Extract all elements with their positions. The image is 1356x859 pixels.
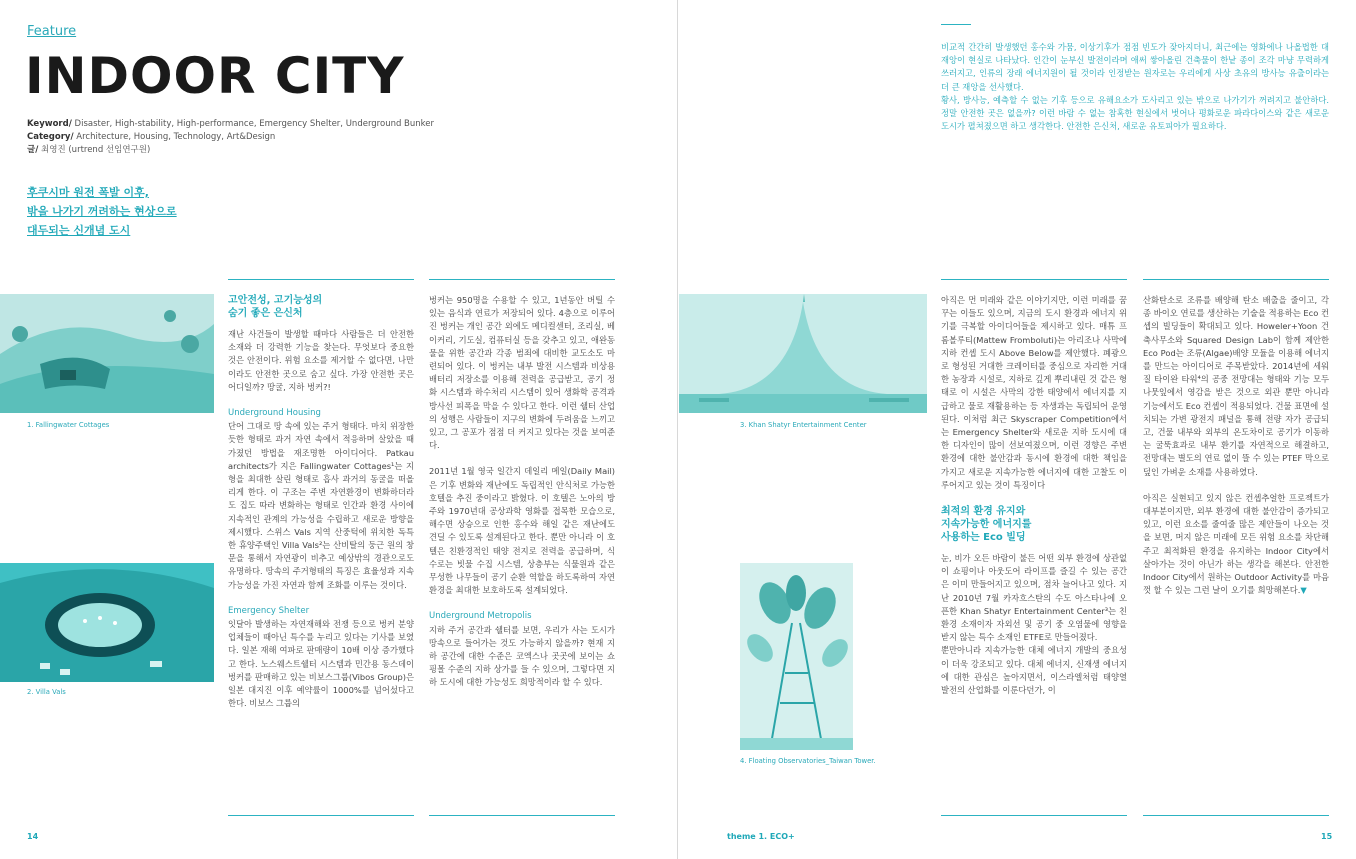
- lead-line-2: 밖을 나가기 꺼려하는 현상으로: [27, 205, 177, 218]
- intro-paragraph-2: 황사, 방사능, 예측할 수 없는 기후 등으로 유해요소가 도사리고 있는 밖으로 나가기가 꺼려지고 불안하다. 정말 안전한 곳은 없을까? 이런 바람 수 없는 참혹한 현실에서 벗어나 평화로운 파라다이스와 같은 새로운 도시가 펼쳐졌으면 하고 생각한다. 안전한 은신처, 새로운 유토피아가 필요하다.: [941, 94, 1329, 132]
- section-heading-1a: 고안전성, 고기능성의: [228, 295, 323, 306]
- paragraph: 단어 그대로 땅 속에 있는 주거 형태다. 마치 위장한 듯한 형태로 과거 자연 속에서 적응하며 살았을 때 가졌던 방법을 재조명한 아이디어다. Patkau architects가 지은 Fallingwater Cottages¹는 지형을 최대한 살린 형태로 흡사 과거의 동굴을 떠올리게 한다. 이 구조는 주변 자연환경이 변화하더라도 집도 따라 변화하는 형태로 인간과 환경 사이에 지속적인 관계의 가능성을 수립하고 새로운 방향을 제시했다. 스위스 Vals 지역 산중턱에 위치한 독특한 휴양주택인 Villa Vals²는 산비탈의 둥근 원의 창문을 통해서 자연광이 비추고 예상밖의 경관으로도 유명하다. 땅속의 주거형태의 특징은 효율성과 지속가능성을 가진 자연과 함께 조화를 이루는 것이다.: [228, 421, 414, 590]
- paragraph: 2011년 1월 영국 일간지 데일리 메일(Daily Mail)은 기후 변화와 재난에도 독립적인 안식처로 가능한 호텔을 추진 중이라고 밝혔다. 이 호텔은 노아의 방주와 1970년대 공상과학 영화를 접목한 모습으로, 해수면 상승으로 인한 홍수와 해일 같은 재난에도 견딜 수 있도록 설계된다고 한다. 뿐만 아니라 이 호텔은 친환경적인 태양 전지로 전력을 공급하며, 식수로는 빗물 수집 시스템, 상층부는 식물원과 같은 무성한 나무들이 공기 순환 역할을 하도록하여 자연환경을 최대한 보호하도록 설계되었다.: [429, 466, 615, 596]
- paragraph: 재난 사건들이 발생할 때마다 사람들은 더 안전한 소재와 더 강력한 기능을 찾는다. 무엇보다 중요한 것은 안전이다. 위험 요소를 제거할 수 없다면, 나만이라도 안전한 곳으로 숨고 싶다. 가장 안전한 곳은 어디일까? 땅굴, 지하 벙커?!: [228, 329, 414, 392]
- column-rule: [941, 815, 1127, 816]
- column-4: [1143, 294, 1329, 597]
- column-1: [228, 294, 414, 710]
- author-value: 최영진 (urtrend 선임연구원): [41, 145, 151, 155]
- column-rule: [228, 279, 414, 280]
- paragraph: 벙커는 950명을 수용할 수 있고, 1년동안 버틸 수 있는 음식과 연료가 저장되어 있다. 4층으로 이루어진 벙커는 개인 공간 외에도 메디컬센터, 조리실, 베이커리, 기도실, 컴퓨터실 등을 갖추고 있고, 애완동물을 위한 공간과 각종 범죄에 대비한 교도소도 마련되어 있다. 이 벙커는 내부 발전 시스템과 비상용 배터리 저장소를 이용해 전력을 공급받고, 공기 정화 시스템과 하수처리 시스템이 있어 생화학 공격과 방사선 피폭을 막을 수 있다고 한다. 이런 쉘터 산업의 성행은 사람들이 지구의 변화에 두려움을 느끼고 있고, 그 공포가 점점 더 커지고 있다는 것을 보여준다.: [429, 295, 615, 451]
- paragraph: 지하 주거 공간과 쉘터를 보면, 우리가 사는 도시가 땅속으로 들어가는 것도 가능하지 않을까? 현재 지하 공간에 대한 수준은 코엑스나 곳곳에 보이는 쇼핑몰 수준의 지하 상가를 들 수 있으며, 그렇다면 지하 도시에 대한 가능성도 희망적이라 할 수 있다.: [429, 624, 615, 688]
- column-rule: [1143, 815, 1329, 816]
- lead-line-1: 후쿠시마 원전 폭발 이후,: [27, 186, 149, 199]
- intro-paragraph-1: 비교적 간간히 발생했던 홍수와 가뭄, 이상기후가 점점 빈도가 잦아지더니, 최근에는 영화에나 나올법한 대재앙이 현실로 나타났다. 인간이 눈부신 발전이라며 애써 쌓아올린 건축물이 한낱 종이 조각 마냥 무력하게 쓰러지고, 인류의 장래 에너지원이 될 것이라 인정받는 원자로는 우리에게 사상 초유의 방사능 유출이라는 더 큰 재앙을 선사했다.: [941, 42, 1329, 92]
- taiwan-tower-illustration: [740, 563, 853, 750]
- end-mark-icon: ▼: [1300, 585, 1307, 596]
- column-rule: [429, 815, 615, 816]
- page-gutter: [677, 0, 678, 859]
- paragraph: 산화탄소로 조류를 배양해 탄소 배출을 줄이고, 각종 바이오 연료를 생산하는 기술을 적용하는 Eco 컨셉의 빌딩들이 확대되고 있다. Howeler+Yoon 건축사무소와 Squared Design Lab이 함께 제안한 Eco Pod는 조류(Algae)배양 모듈을 이용해 에너지를 만드는 아이디어로 주목받았다. 2014년에 세워질 타이완 타워⁴의 공중 전망대는 형태와 기능 모두 나뭇잎에서 영감을 받은 것으로 외관 뿐만 아니라 기능에서도 Eco 컨셉이 적용되었다. 건물 표면에 설치되는 가변 광전지 패널을 통해 전량 자가 공급되고, 건물 내부와 외부의 온도차이로 공기가 이동하는 굴뚝효과로 내부 환기를 자연적으로 해결하고, 전망대는 별도의 연료 없이 뜰 수 있는 PTEF 막으로 덮인 가벼운 소재를 사용하였다.: [1143, 295, 1329, 477]
- section-heading-1b: 숨기 좋은 은신처: [228, 308, 303, 319]
- caption-1: 1. Fallingwater Cottages: [27, 421, 110, 429]
- footer-theme-label: theme 1. ECO+: [727, 832, 795, 841]
- lead-text: [27, 183, 177, 240]
- paragraph: 눈, 비가 오든 바람이 불든 어떤 외부 환경에 상관없이 쇼핑이나 아웃도어 라이프를 즐길 수 있는 공간은 이미 만들어지고 있으며, 점차 늘어나고 있다. 지난 2010년 7월 카자흐스탄의 수도 아스타나에 오픈한 Khan Shatyr Entertainment Center³는 친환경 소재이자 자외선 및 공기 중 오염물에 영향을 받지 않는 특수 소재인 ETFE로 만들어졌다.: [941, 553, 1127, 643]
- fallingwater-illustration: [0, 294, 214, 413]
- intro-text: [941, 41, 1329, 133]
- section-heading-3c: 사용하는 Eco 빌딩: [941, 532, 1026, 544]
- photo-taiwan-tower: [740, 563, 853, 750]
- paragraph: 아직은 먼 미래와 같은 이야기지만, 이런 미래를 꿈꾸는 이들도 있으며, 지금의 도시 환경과 에너지 위기를 극복할 아이디어들을 제시하고 있다. 매튜 프롬볼루티(Mattew Fromboluti)는 아리조나 사막에 지하 컨셉 도시 Above Below를 제안했다. 폐광으로 형성된 거대한 크레이터를 중심으로 자리한 거대한 농장과 시설로, 지하로 깊게 뿌리내린 것 같은 형태로 이 시설은 사막의 강한 태양에서 에너지를 지급하고 물로 재활용하는 등 자생과는 독립되어 운영된다. 이처럼 최근 Skyscraper Competition에서는 Emergency Shelter와 새로운 지하 도시에 대한 디자인이 많이 선보여졌으며, 이런 경향은 주변 환경에 대한 불안감과 동시에 환경에 대한 책임을 가지고 새로운 지속가능한 에너지에 대한 고찰도 이루어지고 있는 것이 특징이다: [941, 295, 1127, 490]
- intro-rule: [941, 24, 971, 25]
- page-number-left: 14: [27, 832, 39, 841]
- khan-shatyr-illustration: [679, 294, 927, 413]
- photo-fallingwater-cottages: [0, 294, 214, 413]
- page-title: INDOOR CITY: [25, 47, 405, 105]
- paragraph: 뿐만아니라 지속가능한 대체 에너지 개발의 중요성이 더욱 강조되고 있다. 대체 에너지, 신재생 에너지에 대한 관심은 높아지면서, 이스라엘처럼 태양열 발전의 산업화를 이룬다던가, 이: [941, 645, 1127, 696]
- category-value: Architecture, Housing, Technology, Art&Design: [76, 132, 276, 142]
- photo-villa-vals: [0, 563, 214, 682]
- subheading-underground-metropolis: Underground Metropolis: [429, 611, 532, 622]
- lead-line-3: 대두되는 신개념 도시: [27, 224, 131, 237]
- column-rule: [228, 815, 414, 816]
- subheading-emergency-shelter: Emergency Shelter: [228, 605, 310, 616]
- caption-3: 3. Khan Shatyr Entertainment Center: [740, 421, 867, 429]
- keyword-value: Disaster, High-stability, High-performance, Emergency Shelter, Underground Bunker: [74, 119, 435, 129]
- column-rule: [941, 279, 1127, 280]
- category-label: Category: [27, 132, 71, 142]
- section-heading-3b: 지속가능한 에너지를: [941, 519, 1032, 531]
- villa-vals-illustration: [0, 563, 214, 682]
- section-heading-3a: 최적의 환경 유지와: [941, 506, 1026, 518]
- column-2: [429, 294, 615, 690]
- article-meta: Keyword/ Disaster, High-stability, High-performance, Emergency Shelter, Underground Bunker Category/ Architecture, Housing, Technology, Art&Design 글/ 최영진 (urtrend 선임연구원): [27, 119, 435, 155]
- keyword-label: Keyword: [27, 119, 69, 129]
- author-label: 글: [27, 145, 36, 155]
- column-3: [941, 294, 1127, 697]
- photo-khan-shatyr: [679, 294, 927, 413]
- column-rule: [429, 279, 615, 280]
- column-rule: [1143, 279, 1329, 280]
- subheading-underground-housing: Underground Housing: [228, 408, 321, 419]
- caption-4: 4. Floating Observatories_Taiwan Tower.: [740, 757, 876, 765]
- paragraph: 잇달아 발생하는 자연재해와 전쟁 등으로 벙커 분양 업체들이 때아닌 특수를 누리고 있다는 기사를 보였다. 일본 재해 여파로 판매량이 10배 이상 증가했다고 한다. 노스웨스트쉘터 시스템과 민간용 동스데이 벙커를 판매하고 있는 비보스그룹(Vibos Group)은 일본 대지진 이후 예약률이 1000%를 넘어섰다고 한다. 비보스 그룹의: [228, 619, 414, 709]
- paragraph: 아직은 실현되고 있지 않은 컨셉추얼한 프로젝트가 대부분이지만, 외부 환경에 대한 불안감이 증가되고 있고, 이런 요소를 줄여줄 많은 제안들이 나오는 것을 보면, 머지 않은 미래에 모든 위험 요소를 차단해주고 최적화된 환경을 유지하는 Indoor City에서 살아가는 것이 아닌가 하는 생각을 해본다. 안전한 Indoor City에서 원하는 Outdoor Activity를 마음껏 할 수 있는 그런 날이 오기를 희망해본다.: [1143, 492, 1329, 596]
- section-label: Feature: [27, 24, 77, 39]
- caption-2: 2. Villa Vals: [27, 688, 66, 696]
- page-number-right: 15: [1321, 832, 1333, 841]
